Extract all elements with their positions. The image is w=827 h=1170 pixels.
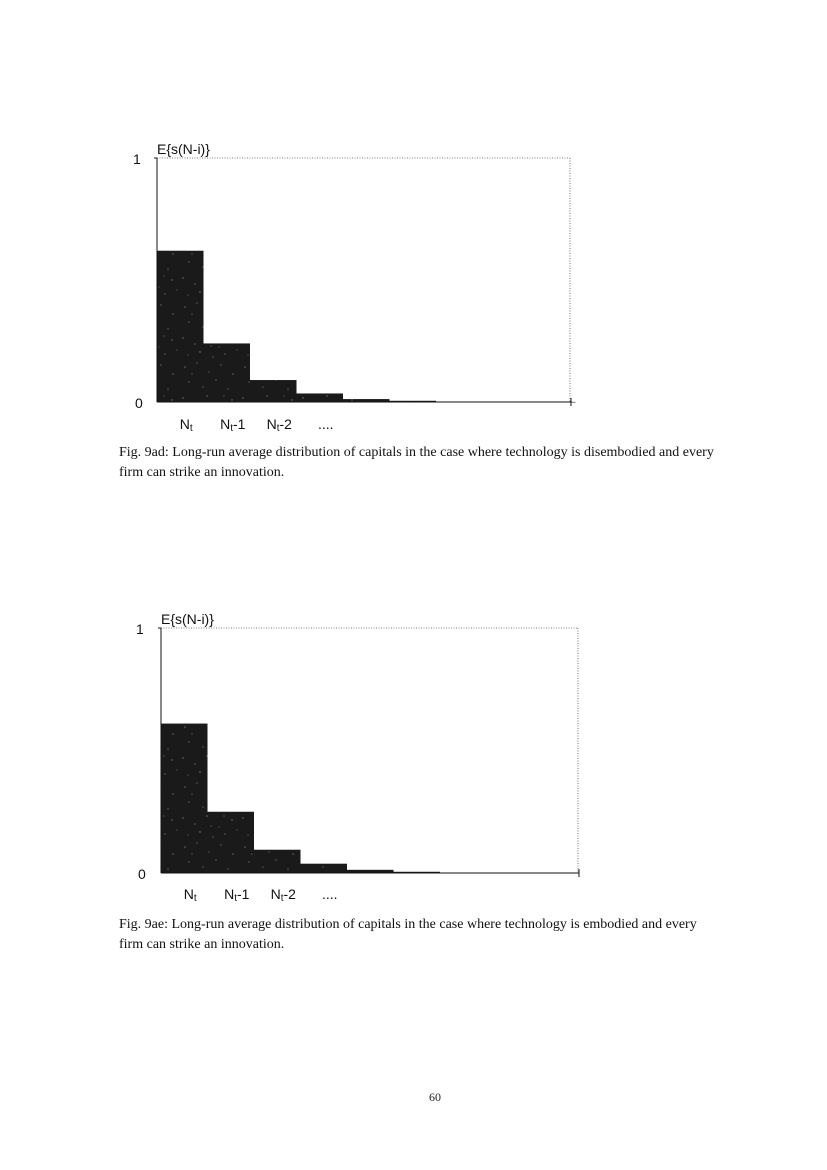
caption-text: Long-run average distribution of capitals in the case where technology is disembodied and every firm can strike an innovation. bbox=[119, 445, 714, 480]
y-axis-label: E{s(N-i)} bbox=[157, 141, 210, 157]
bar-3 bbox=[301, 864, 348, 873]
page-number: 60 bbox=[429, 1090, 441, 1104]
x-tick-label-2: Nt-2 bbox=[270, 886, 296, 904]
x-tick-label-2: Nt-2 bbox=[266, 416, 292, 434]
x-tick-label-3: .... bbox=[321, 886, 338, 902]
caption-label: Fig. 9ae: bbox=[119, 917, 168, 932]
x-tick-label-3: .... bbox=[317, 416, 334, 432]
caption-9ae bbox=[119, 915, 719, 955]
x-tick-label-0: Nt bbox=[179, 416, 193, 434]
y-tick-label-min: 0 bbox=[135, 395, 143, 411]
chart-group-fig-9ae bbox=[136, 611, 580, 904]
bar-1 bbox=[208, 812, 255, 873]
bar-2 bbox=[250, 380, 297, 402]
caption-label: Fig. 9ad: bbox=[119, 445, 169, 460]
bar-0 bbox=[161, 724, 208, 873]
y-axis-label: E{s(N-i)} bbox=[161, 611, 214, 627]
y-tick-label-max: 1 bbox=[136, 621, 144, 637]
x-tick-label-0: Nt bbox=[183, 886, 197, 904]
bar-2 bbox=[254, 850, 301, 873]
caption-text: Long-run average distribution of capitals in the case where technology is embodied and every firm can strike an innovation. bbox=[119, 917, 697, 952]
caption-9ad bbox=[119, 443, 719, 483]
x-tick-label-1: Nt-1 bbox=[220, 416, 246, 434]
bar-0 bbox=[157, 251, 204, 402]
x-tick-label-1: Nt-1 bbox=[224, 886, 250, 904]
y-tick-label-max: 1 bbox=[133, 151, 141, 167]
y-tick-label-min: 0 bbox=[138, 866, 146, 882]
chart-group-fig-9ad bbox=[133, 141, 576, 434]
bar-1 bbox=[204, 343, 251, 402]
bar-3 bbox=[297, 393, 344, 402]
